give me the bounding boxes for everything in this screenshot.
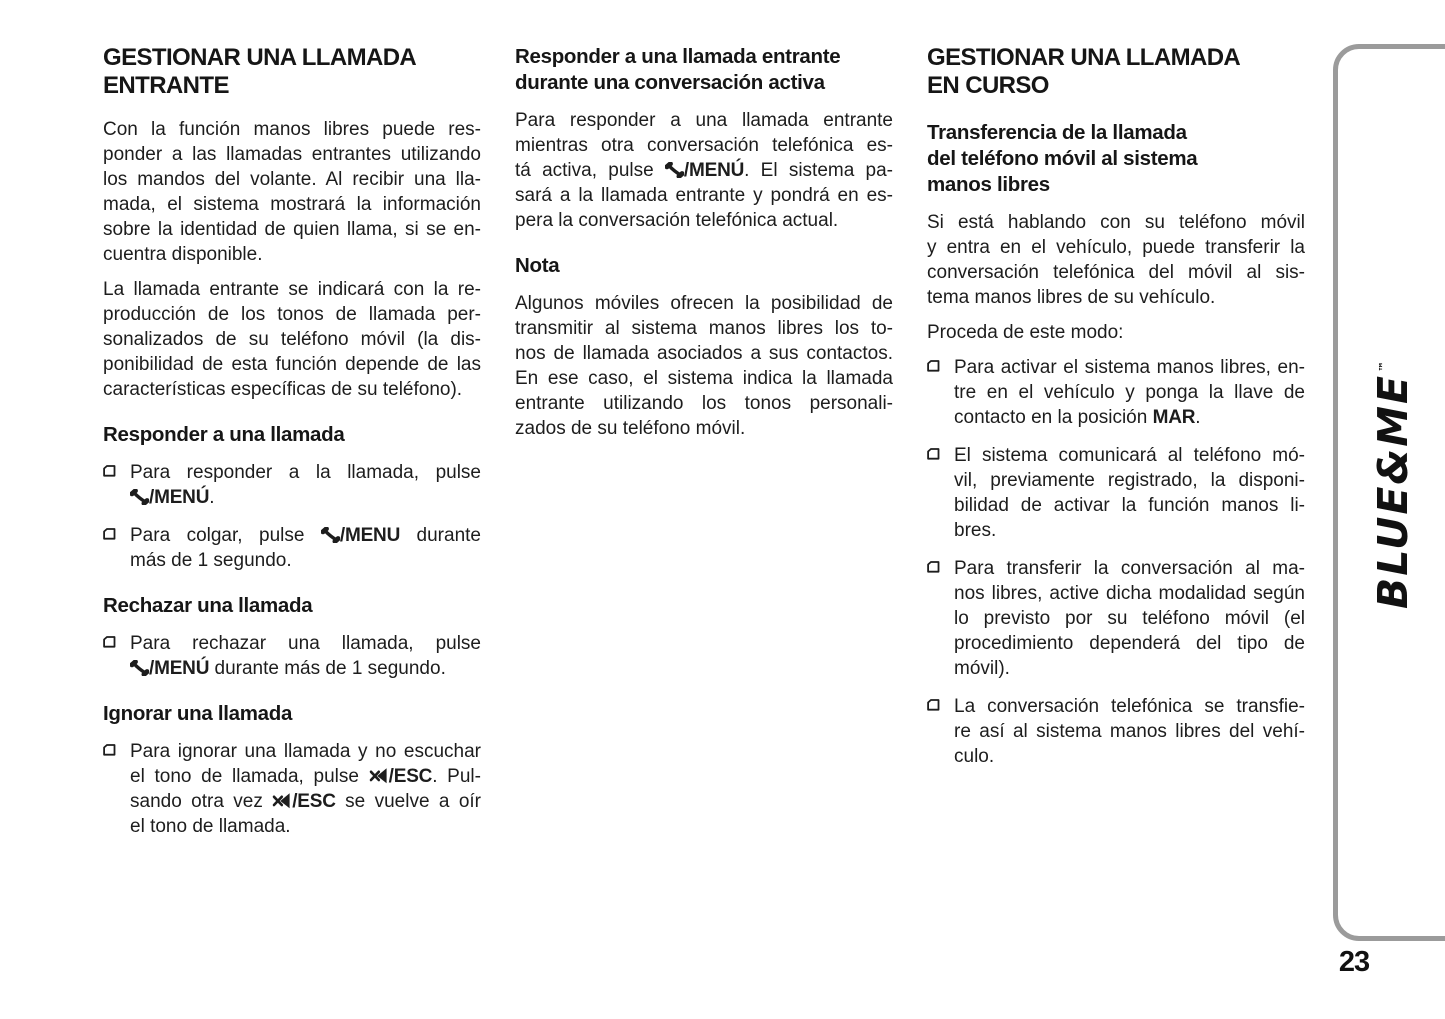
mute-speaker-icon [369,766,389,787]
text-line: sando otra vez /ESC se vuelve a oír [130,791,482,812]
square-bullet-icon [103,528,116,540]
sub-title [515,44,893,96]
paragraph [103,277,481,402]
text-line: tre en el vehículo y ponga la llave de [954,382,1305,403]
sub-title [103,701,481,727]
section-title [103,44,481,100]
text-line: Si está hablando con su teléfono móvil [927,212,1305,233]
text-line: el tono de llamada, pulse /ESC. Pul- [130,766,481,787]
text-line: /MENÚ durante más de 1 segundo. [130,656,481,681]
text-line: ponibilidad de esta función depende de las [103,354,481,375]
paragraph [927,320,1305,345]
list-item [927,355,1305,430]
phone-handset-icon [321,525,340,546]
key-label: /MENÚ [149,658,210,679]
square-bullet-icon [927,360,940,372]
text-line: lo previsto por su teléfono móvil (el [954,608,1305,629]
list-item-text [954,556,1305,681]
text-column-3 [927,44,1305,782]
text-line: pera la conversación telefónica actual. [515,210,839,231]
text-line: La conversación telefónica se transfie- [954,696,1305,717]
list-item-text [130,739,481,839]
text-line: /MENÚ. [130,485,481,510]
text-line: En ese caso, el sistema indica la llamada [515,368,893,389]
text-line: nos de llamada asociados a sus contactos. [515,343,893,364]
square-bullet-icon [927,448,940,460]
list-item [103,460,481,510]
square-bullet-icon [927,699,940,711]
trademark-symbol: ™ [1377,361,1390,372]
list-item [927,694,1305,769]
list-item [103,631,481,681]
text-line: sobre la identidad de quien llama, si se en- [103,219,481,240]
list-item-text [954,355,1305,430]
text-line: Para responder a una llamada entrante [515,110,893,131]
list-item-text [130,523,481,573]
text-line: zados de su teléfono móvil. [515,418,746,439]
text-line: Responder a una llamada [103,423,345,446]
list-item-text [954,443,1305,543]
text-line: Para colgar, pulse /MENU durante [130,525,481,546]
text-line: culo. [954,746,995,767]
sub-title [515,253,893,279]
text-line: durante una conversación activa [515,71,825,94]
text-line: Para ignorar una llamada y no escuchar [130,741,481,762]
text-line: Transferencia de la llamada [927,121,1187,144]
text-line: conversación telefónica del móvil al sis- [927,262,1305,283]
text-line: Con la función manos libres puede res- [103,119,481,140]
text-line: móvil). [954,658,1010,679]
paragraph [515,291,893,441]
text-line: re así al sistema manos libres del vehí- [954,721,1305,742]
key-label: /MENÚ [149,487,210,508]
text-line: GESTIONAR UNA LLAMADA [103,44,417,71]
text-line: mada, el sistema mostrará la información [103,194,481,215]
text-line: producción de los tonos de llamada per- [103,304,481,325]
text-line: Para rechazar una llamada, pulse [130,633,481,654]
text-column-2 [515,44,893,451]
text-line: entrante utilizando los tonos personali- [515,393,893,414]
text-line: los mandos del volante. Al recibir una lla- [103,169,481,190]
text-line: bres. [954,520,997,541]
text-line: Para transferir la conversación al ma- [954,558,1305,579]
text-line: Para responder a la llamada, pulse [130,462,481,483]
phone-handset-icon [665,160,684,181]
text-line: mientras otra conversación telefónica es- [515,135,893,156]
list-item [103,523,481,573]
text-line: GESTIONAR UNA LLAMADA [927,44,1241,71]
key-label: /MENÚ [683,160,745,181]
text-line: contacto en la posición MAR. [954,407,1201,428]
list-item-text [130,460,481,510]
key-label: /ESC [292,791,336,812]
text-line: ponder a las llamadas entrantes utilizando [103,144,481,165]
text-line: EN CURSO [927,72,1049,99]
list-item-text [130,631,481,681]
sub-title [927,120,1305,198]
text-line: más de 1 segundo. [130,550,292,571]
page-number: 23 [1338,946,1370,978]
text-line: manos libres [927,173,1050,196]
text-line: características específicas de su teléfono). [103,379,463,400]
key-label: /ESC [388,766,433,787]
square-bullet-icon [927,561,940,573]
mute-speaker-icon [272,791,292,812]
list-item [103,739,481,839]
list-item [927,443,1305,543]
text-line: Proceda de este modo: [927,322,1124,343]
text-line: Rechazar una llamada [103,594,313,617]
text-line: el tono de llamada. [130,816,291,837]
text-line: Ignorar una llamada [103,702,293,725]
text-line: bilidad de activar la función manos li- [954,495,1305,516]
blue-and-me-logo-text: BLUE&ME™ [1369,361,1417,609]
text-line: procedimiento dependerá del tipo de [954,633,1305,654]
sub-title [103,593,481,619]
square-bullet-icon [103,636,116,648]
text-line: del teléfono móvil al sistema [927,147,1198,170]
text-line: vil, previamente registrado, la disponi- [954,470,1305,491]
text-line: sonalizados de su teléfono móvil (la dis- [103,329,481,350]
square-bullet-icon [103,465,116,477]
blue-and-me-logo [1345,361,1441,609]
text-line: Responder a una llamada entrante [515,45,841,68]
text-line: El sistema comunicará al teléfono mó- [954,445,1305,466]
paragraph [103,117,481,267]
text-line: nos libres, active dicha modalidad según [954,583,1305,604]
text-column-1 [103,44,481,852]
key-label: MAR [1152,407,1196,428]
list-item [927,556,1305,681]
key-label: /MENU [339,525,401,546]
text-line: cuentra disponible. [103,244,263,265]
text-line: tema manos libres de su vehículo. [927,287,1216,308]
text-line: y entra en el vehículo, puede transferir la [927,237,1305,258]
text-line: Para activar el sistema manos libres, en- [954,357,1305,378]
text-line: transmitir al sistema manos libres los to- [515,318,893,339]
text-line: tá activa, pulse /MENÚ. El sistema pa- [515,160,893,181]
phone-handset-icon [130,487,149,508]
text-line: sará a la llamada entrante y pondrá en es- [515,185,893,206]
text-line: Algunos móviles ofrecen la posibilidad de [515,293,893,314]
text-line: Nota [515,254,560,277]
section-title [927,44,1305,100]
square-bullet-icon [103,744,116,756]
text-line: La llamada entrante se indicará con la re- [103,279,481,300]
sub-title [103,422,481,448]
paragraph [515,108,893,233]
list-item-text [954,694,1305,769]
phone-handset-icon [130,658,149,679]
text-line: ENTRANTE [103,72,229,99]
paragraph [927,210,1305,310]
